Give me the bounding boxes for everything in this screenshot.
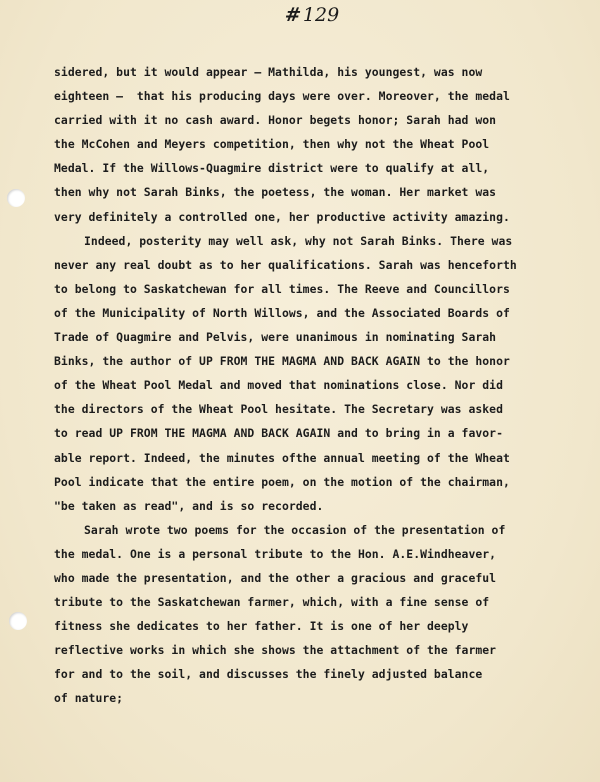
text-line: Pool indicate that the entire poem, on the motion of the chairman, (54, 474, 510, 489)
text-line: for and to the soil, and discusses the finely adjusted balance (54, 667, 483, 682)
text-line: carried with it no cash award. Honor begets honor; Sarah had won (54, 113, 497, 128)
text-line: of the Municipality of North Willows, and the Associated Boards of (54, 305, 510, 320)
text-line: to belong to Saskatchewan for all times. The Reeve and Councillors (54, 281, 510, 296)
text-line: never any real doubt as to her qualifications. Sarah was henceforth (54, 257, 517, 272)
text-line: of nature; (54, 691, 124, 706)
text-line: then why not Sarah Binks, the poetess, the woman. Her market was (54, 185, 497, 200)
text-line: Binks, the author of UP FROM THE MAGMA AND BACK AGAIN to the honor (54, 354, 510, 369)
text-line: reflective works in which she shows the attachment of the farmer (54, 643, 497, 658)
text-line: eighteen — that his producing days were over. Moreover, the medal (54, 89, 510, 104)
page-number-mark: # (283, 4, 303, 26)
body-text (54, 60, 594, 711)
paragraph-start-line: Indeed, posterity may well ask, why not Sarah Binks. There was (84, 233, 513, 248)
text-line: the McCohen and Meyers competition, then why not the Wheat Pool (54, 137, 490, 152)
paragraph-start-line: Sarah wrote two poems for the occasion of the presentation of (84, 522, 506, 537)
punch-hole-bottom (9, 612, 27, 630)
text-line: who made the presentation, and the other a gracious and graceful (54, 570, 497, 585)
text-line: to read UP FROM THE MAGMA AND BACK AGAIN and to bring in a favor- (54, 426, 504, 441)
text-line: Trade of Quagmire and Pelvis, were unanimous in nominating Sarah (54, 330, 497, 345)
text-line: able report. Indeed, the minutes ofthe annual meeting of the Wheat (54, 450, 510, 465)
text-line: very definitely a controlled one, her productive activity amazing. (54, 209, 510, 224)
punch-hole-top (7, 189, 25, 207)
page-number-value: 129 (302, 4, 340, 26)
text-line: tribute to the Saskatchewan farmer, which, with a fine sense of (54, 595, 490, 610)
text-line: of the Wheat Pool Medal and moved that nominations close. Nor did (54, 378, 504, 393)
text-line: Medal. If the Willows-Quagmire district were to qualify at all, (54, 161, 490, 176)
text-line: "be taken as read", and is so recorded. (54, 498, 324, 513)
page-number (285, 4, 339, 26)
text-line: the medal. One is a personal tribute to the Hon. A.E.Windheaver, (54, 546, 497, 561)
text-line: fitness she dedicates to her father. It is one of her deeply (54, 619, 469, 634)
text-line: the directors of the Wheat Pool hesitate. The Secretary was asked (54, 402, 504, 417)
text-line: sidered, but it would appear — Mathilda, his youngest, was now (54, 65, 483, 79)
